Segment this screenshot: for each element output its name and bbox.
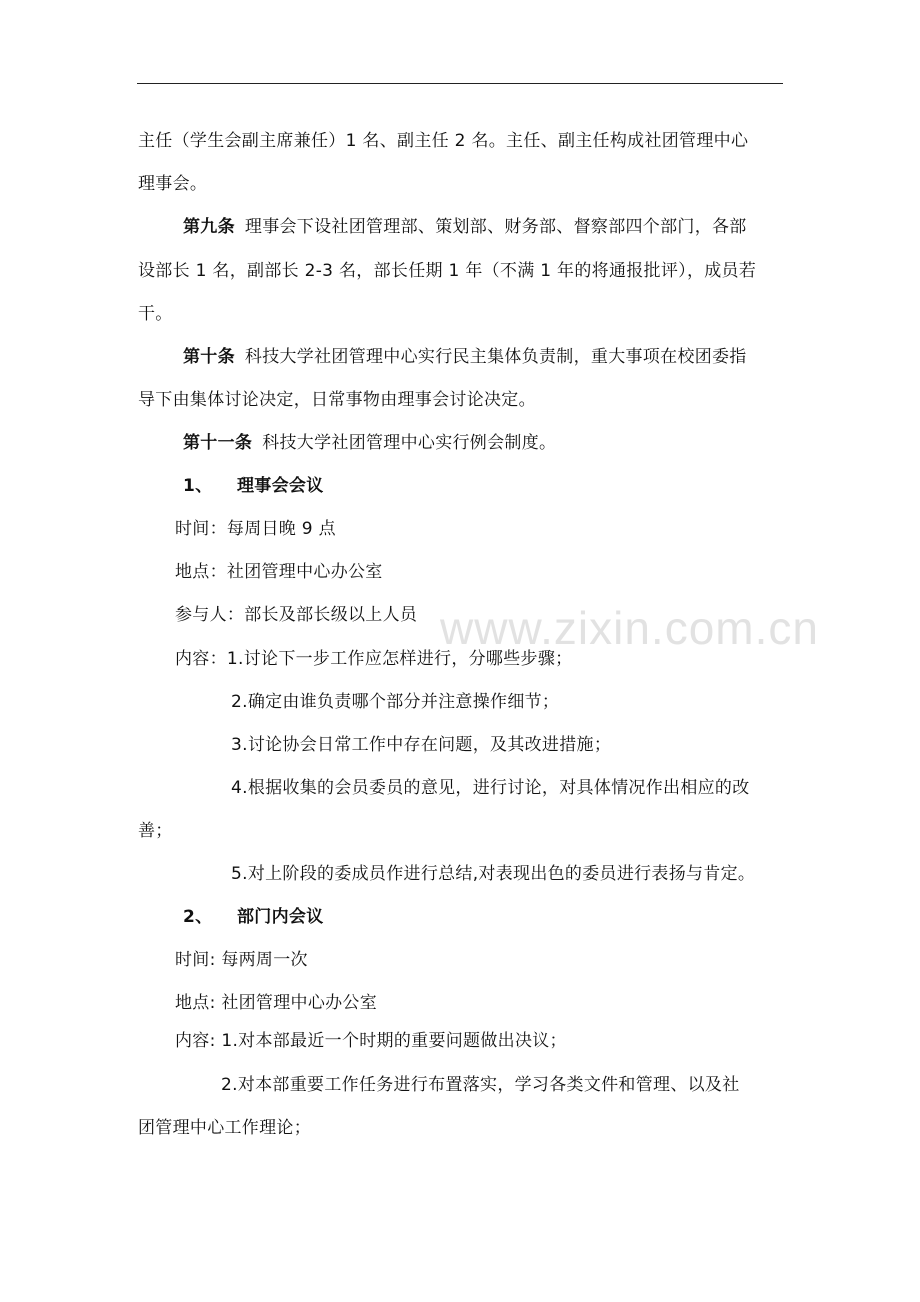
section-number: 1、 — [183, 476, 213, 496]
text-line: 内容：1.讨论下一步工作应怎样进行，分哪些步骤； — [175, 649, 573, 669]
text-line: 主任（学生会副主席兼任）1 名、副主任 2 名。主任、副主任构成社团管理中心 — [138, 131, 749, 151]
text-line: 干。 — [138, 304, 173, 324]
section-title: 部门内会议 — [237, 907, 324, 927]
text-line: 参与人：部长及部长级以上人员 — [175, 605, 418, 625]
text-line: 时间：每周日晚 9 点 — [175, 519, 336, 539]
article-9 — [183, 217, 747, 237]
article-10 — [183, 347, 747, 367]
section-heading — [183, 476, 324, 496]
text-line: 科技大学社团管理中心实行例会制度。 — [262, 433, 557, 453]
article-11 — [183, 433, 556, 453]
text-line: 团管理中心工作理论； — [138, 1118, 311, 1138]
text-line: 2.确定由谁负责哪个部分并注意操作细节； — [231, 692, 560, 712]
text-line: 5.对上阶段的委成员作进行总结,对表现出色的委员进行表扬与肯定。 — [231, 864, 756, 884]
header-rule — [137, 83, 783, 84]
section-title: 理事会会议 — [237, 476, 324, 496]
text-line: 地点: 社团管理中心办公室 — [175, 993, 378, 1013]
text-line: 设部长 1 名，副部长 2-3 名，部长任期 1 年（不满 1 年的将通报批评），成员若 — [138, 261, 757, 281]
text-line: 科技大学社团管理中心实行民主集体负责制，重大事项在校团委指 — [244, 347, 747, 367]
text-line: 内容: 1.对本部最近一个时期的重要问题做出决议； — [175, 1031, 567, 1051]
text-line: 时间: 每两周一次 — [175, 950, 308, 970]
section-number: 2、 — [183, 907, 213, 927]
article-label: 第十条 — [183, 347, 235, 367]
text-line: 善； — [138, 821, 173, 841]
text-line: 2.对本部重要工作任务进行布置落实，学习各类文件和管理、以及社 — [221, 1075, 740, 1095]
text-line: 4.根据收集的会员委员的意见，进行讨论，对具体情况作出相应的改 — [231, 778, 750, 798]
text-line: 理事会。 — [138, 174, 208, 194]
text-line: 地点：社团管理中心办公室 — [175, 562, 383, 582]
text-line: 理事会下设社团管理部、策划部、财务部、督察部四个部门，各部 — [244, 217, 747, 237]
watermark: www.zixin.com.cn — [440, 602, 819, 654]
article-label: 第十一条 — [183, 433, 253, 453]
text-line: 导下由集体讨论决定，日常事物由理事会讨论决定。 — [138, 390, 536, 410]
article-label: 第九条 — [183, 217, 235, 237]
text-line: 3.讨论协会日常工作中存在问题，及其改进措施； — [231, 735, 612, 755]
section-heading — [183, 907, 324, 927]
